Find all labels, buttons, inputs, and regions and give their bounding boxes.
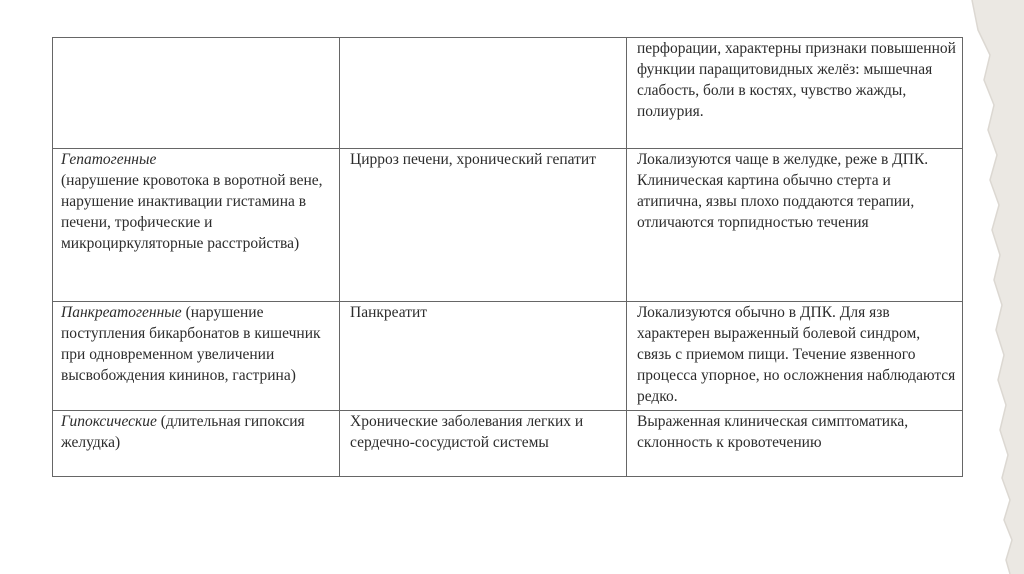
ulcer-type-term: Панкреатогенные [61,304,182,321]
features-cell [627,38,963,149]
ulcer-type-term: Гипоксические [61,413,157,430]
diseases-cell [340,149,627,302]
cause-cell [53,149,340,302]
table-row [53,302,963,411]
cause-note: (нарушение поступления бикарбонатов в кишечник при одновременном увеличении высвобождения кининов, гастрина) [61,304,321,384]
diseases-text: Панкреатит [350,304,428,321]
features-text: Выраженная клиническая симптоматика, склонность к кровотечению [637,413,909,451]
ulcer-type-term: Гепатогенные [61,151,157,168]
cause-cell [53,302,340,411]
cause-note: (нарушение кровотока в воротной вене, нарушение инактивации гистамина в печени, трофические и микроциркуляторные расстройства) [61,172,323,252]
features-text: Локализуются чаще в желудке, реже в ДПК. Клиническая картина обычно стерта и атипична, язвы плохо поддаются терапии, отличаются торпидностью течения [637,151,929,231]
features-cell [627,149,963,302]
features-text: перфорации, характерны признаки повышенной функции паращитовидных желёз: мышечная слабость, боли в костях, чувство жажды, полиурия. [637,40,956,120]
cause-cell [53,38,340,149]
features-cell [627,411,963,477]
diseases-text: Цирроз печени, хронический гепатит [350,151,596,168]
diseases-cell [340,411,627,477]
diseases-cell [340,38,627,149]
table-row [53,38,963,149]
diseases-text: Хронические заболевания легких и сердечно-сосудистой системы [350,413,584,451]
table-row [53,149,963,302]
features-text: Локализуются обычно в ДПК. Для язв характерен выраженный болевой синдром, связь с приемом пищи. Течение язвенного процесса упорное, но осложнения наблюдаются редко. [637,304,956,405]
ulcer-types-table [52,37,963,477]
diseases-cell [340,302,627,411]
cause-note: (длительная гипоксия желудка) [61,413,305,451]
features-cell [627,302,963,411]
table-row [53,411,963,477]
cause-cell [53,411,340,477]
